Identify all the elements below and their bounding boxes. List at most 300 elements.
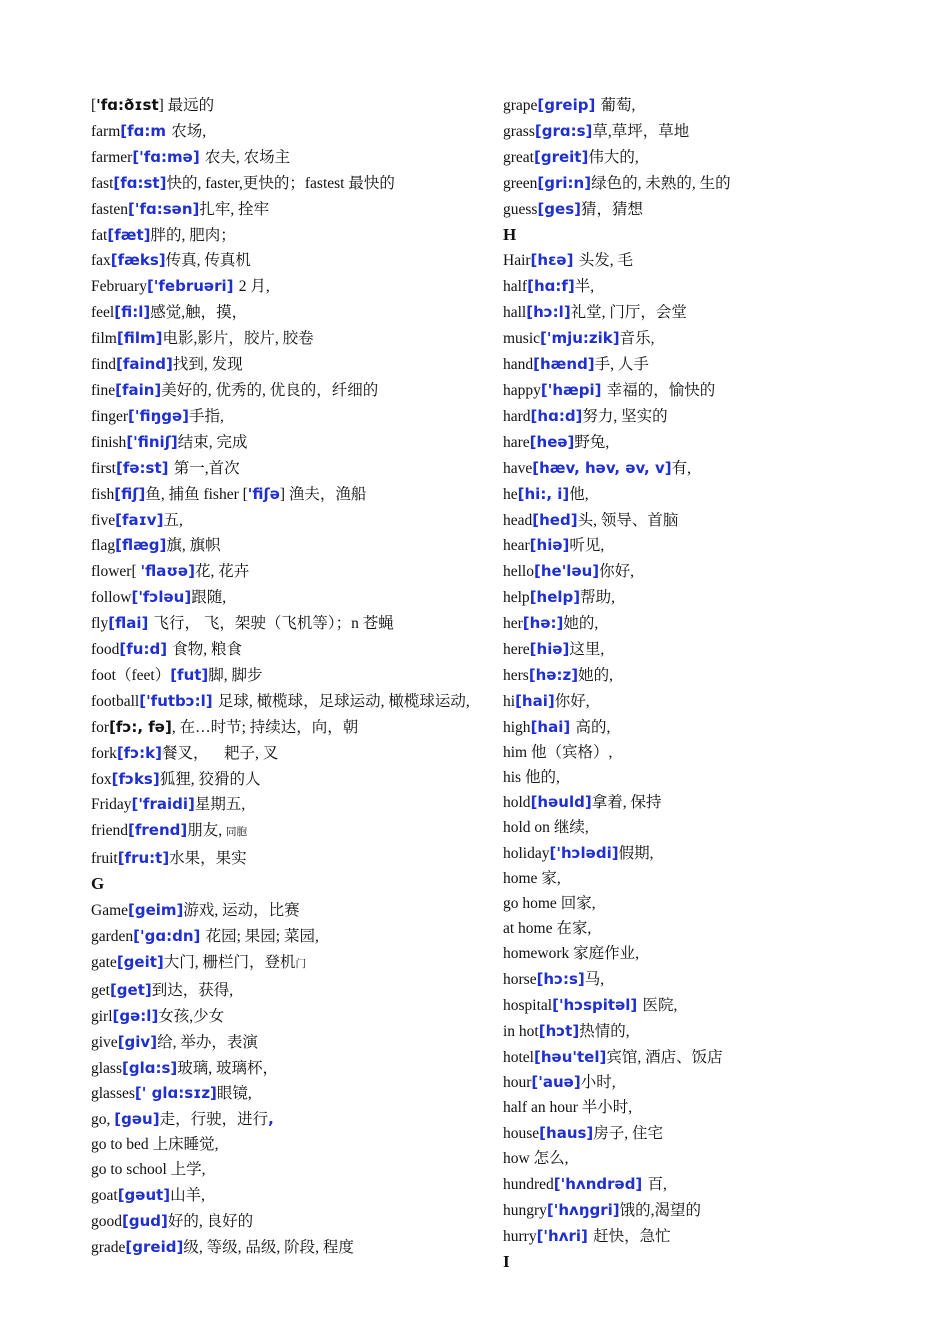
phonetic: [hɔt] <box>538 1021 580 1040</box>
phonetic: [fu:d] <box>119 640 173 659</box>
definition: 脚, 脚步 <box>208 666 263 684</box>
headword: gate <box>91 953 117 971</box>
phonetic: [həuld] <box>530 793 592 812</box>
phonetic: [glɑ:s] <box>122 1058 178 1077</box>
phonetic: [he'ləu] <box>534 562 600 581</box>
headword: feel <box>91 304 115 322</box>
headword: find <box>91 356 116 374</box>
headword: goat <box>91 1187 118 1205</box>
vocab-entry <box>91 326 476 352</box>
definition: 他（宾格）, <box>531 743 613 761</box>
headword: five <box>91 511 116 529</box>
headword: his <box>503 768 525 786</box>
headword: get <box>91 981 110 999</box>
vocab-entry <box>503 482 903 508</box>
vocab-entry <box>503 1147 903 1172</box>
vocab-entry <box>503 637 903 663</box>
headword: flower <box>91 563 132 581</box>
headword: food <box>91 641 120 659</box>
vocab-entry <box>503 816 903 841</box>
vocab-entry <box>91 1030 476 1056</box>
definition: 水果，果实 <box>169 850 247 868</box>
section-letter: I <box>503 1251 510 1271</box>
definition-small: 门 <box>295 958 307 970</box>
vocab-entry <box>503 1224 903 1250</box>
vocab-entry <box>503 274 903 300</box>
headword: hers <box>503 666 529 684</box>
definition: 小时, <box>580 1074 616 1092</box>
definition-small: 同胞 <box>226 827 248 839</box>
phonetic: [hɔ:l] <box>526 303 571 322</box>
vocab-entry <box>91 1004 476 1030</box>
vocab-entry <box>91 508 476 534</box>
phonetic: [hæv, həv, əv, v] <box>532 458 672 477</box>
vocab-entry <box>91 1107 476 1133</box>
phonetic: [fɑ:m <box>120 121 172 140</box>
headword: fish <box>91 485 115 503</box>
phonetic: ['hʌri] <box>536 1226 594 1245</box>
vocab-entry <box>91 404 476 430</box>
headword: music <box>503 330 541 348</box>
definition: 餐叉， 耙子, 叉 <box>161 744 279 762</box>
headword: here <box>503 641 530 659</box>
phonetic: ['hɔlədi] <box>549 844 619 863</box>
definition: 旗, 旗帜 <box>166 537 221 555</box>
vocab-entry <box>91 119 476 145</box>
headword: flag <box>91 537 116 555</box>
phonetic: [heə] <box>529 432 575 451</box>
definition: 山羊, <box>170 1187 206 1205</box>
definition: 拿着, 保持 <box>591 794 662 812</box>
headword: farm <box>91 122 121 140</box>
phonetic: [ges] <box>537 199 582 218</box>
phonetic: [geit] <box>116 952 164 971</box>
headword: hard <box>503 407 531 425</box>
headword: Hair <box>503 252 531 270</box>
headword: holiday <box>503 845 550 863</box>
phonetic: [hiə] <box>529 640 570 659</box>
headword: fruit <box>91 850 118 868</box>
vocab-entry <box>91 300 476 326</box>
headword: fox <box>91 770 112 788</box>
headword: farmer <box>91 148 133 166</box>
definition: ] 最远的 <box>158 97 215 114</box>
definition: 玻璃, 玻璃杯， <box>177 1059 279 1077</box>
vocab-entry <box>91 950 476 978</box>
phonetic: [fru:t] <box>117 849 170 868</box>
phonetic: [get] <box>109 980 152 999</box>
phonetic: [flai] <box>108 614 154 633</box>
definition: 上学, <box>170 1161 206 1179</box>
vocab-entry <box>91 637 476 663</box>
vocab-entry <box>503 766 903 791</box>
headword: fork <box>91 744 117 762</box>
definition: 女孩,少女 <box>158 1007 225 1025</box>
vocab-entry <box>503 145 903 171</box>
phonetic: [grɑ:s] <box>534 121 593 140</box>
vocab-entry <box>91 197 476 223</box>
phonetic: [gud] <box>122 1211 168 1230</box>
definition: 医院, <box>642 996 678 1014</box>
vocab-entry <box>91 1081 476 1107</box>
phonetic: ['futbɔ:l] <box>139 691 218 710</box>
definition: 高的, <box>575 718 611 736</box>
left-column <box>91 93 476 1261</box>
headword: half <box>503 278 528 296</box>
headword: hour <box>503 1074 532 1092</box>
phonetic: [gri:n] <box>537 173 592 192</box>
vocab-entry <box>503 841 903 867</box>
vocab-entry <box>91 145 476 171</box>
phonetic: [hɛə] <box>530 251 579 270</box>
headword: hare <box>503 433 530 451</box>
definition: 到达，获得, <box>151 981 234 999</box>
definition: 花, 花卉 <box>194 563 250 581</box>
headword: hotel <box>503 1048 534 1066</box>
phonetic: , <box>268 1110 274 1129</box>
phonetic: 'flaʊə] <box>140 562 195 581</box>
definition: 手, 人手 <box>594 356 649 374</box>
vocab-entry <box>91 611 476 637</box>
vocab-entry <box>503 1045 903 1071</box>
phonetic: [fæks] <box>110 251 166 270</box>
phonetic: [hed] <box>532 510 578 529</box>
vocab-entry <box>91 1183 476 1209</box>
right-column <box>503 93 903 1276</box>
phonetic: [həu'tel] <box>534 1047 607 1066</box>
headword: friend <box>91 822 129 840</box>
section-letter-heading <box>91 872 476 898</box>
vocab-entry <box>503 1019 903 1045</box>
definition: 级, 等级, 品级, 阶段, 程度 <box>183 1238 354 1256</box>
definition: 猜，猜想 <box>581 200 644 218</box>
definition: 这里, <box>569 641 605 659</box>
phonetic: [flæg] <box>115 536 167 555</box>
headword: how <box>503 1150 534 1168</box>
phonetic: [fiʃ] <box>114 484 146 503</box>
vocab-entry <box>503 1172 903 1198</box>
headword: go, <box>91 1111 115 1129</box>
vocab-entry <box>503 300 903 326</box>
headword: finger <box>91 407 129 425</box>
definition: 房子, 住宅 <box>593 1125 664 1143</box>
vocab-entry <box>503 942 903 967</box>
phonetic: [gə:l] <box>112 1006 159 1025</box>
headword: finish <box>91 433 127 451</box>
vocab-entry <box>91 898 476 924</box>
definition: 头发, 毛 <box>578 252 633 270</box>
definition: 有, <box>671 459 691 477</box>
definition: 好的, 良好的 <box>167 1212 254 1230</box>
headword: her <box>503 615 523 633</box>
phonetic: [hə:z] <box>528 665 579 684</box>
headword: fly <box>91 615 109 633</box>
definition: 他, <box>569 485 589 503</box>
vocab-entry <box>91 378 476 404</box>
vocab-entry <box>503 790 903 816</box>
section-letter-heading <box>503 1250 903 1276</box>
vocab-entry <box>503 93 903 119</box>
vocab-entry <box>91 792 476 818</box>
headword: hungry <box>503 1201 547 1219</box>
vocab-entry <box>503 508 903 534</box>
headword: football <box>91 692 140 710</box>
vocab-entry <box>503 663 903 689</box>
definition: 在家, <box>556 920 592 937</box>
vocab-entry <box>91 274 476 300</box>
vocab-entry <box>91 663 476 689</box>
vocab-entry <box>91 223 476 249</box>
definition: 大门, 栅栏门，登机 <box>163 953 296 971</box>
headword: hear <box>503 537 530 555</box>
phonetic: ['fɑ:mə] <box>132 147 205 166</box>
headword: grass <box>503 122 535 140</box>
headword: he <box>503 485 518 503</box>
vocab-entry <box>503 119 903 145</box>
vocab-entry <box>503 689 903 715</box>
headword: head <box>503 511 533 529</box>
headword: fat <box>91 226 108 244</box>
definition: 回家, <box>560 895 596 913</box>
phonetic: ['gɑ:dn] <box>133 927 206 945</box>
vocab-entry <box>503 867 903 892</box>
headword: hurry <box>503 1227 537 1245</box>
headword: Friday <box>91 796 132 814</box>
vocab-entry <box>91 248 476 274</box>
headword: in hot <box>503 1022 539 1040</box>
vocab-entry <box>91 767 476 793</box>
definition: 头, 领导、首脑 <box>577 511 679 529</box>
phonetic: [hɔ:s] <box>536 969 585 988</box>
phonetic: [frend] <box>128 821 188 840</box>
headword: fine <box>91 381 116 399</box>
vocab-entry <box>503 611 903 637</box>
phonetic: [hɑ:d] <box>530 406 583 425</box>
definition: 感觉,触，摸， <box>150 304 248 322</box>
headword: hundred <box>503 1176 554 1194</box>
vocab-entry <box>503 533 903 559</box>
headword: girl <box>91 1007 113 1025</box>
phonetic: [fain] <box>115 380 162 399</box>
vocab-entry <box>503 378 903 404</box>
vocab-entry <box>503 741 903 766</box>
vocab-entry <box>503 326 903 352</box>
headword: glasses <box>91 1085 135 1103</box>
definition: 眼镜, <box>216 1085 252 1103</box>
vocab-entry <box>91 715 476 741</box>
vocab-entry <box>91 352 476 378</box>
definition: 葡萄, <box>600 97 636 114</box>
headword: fasten <box>91 200 129 218</box>
headword: foot（feet） <box>91 666 171 684</box>
phonetic: [gəut] <box>117 1186 171 1205</box>
phonetic: ['fiŋgə] <box>128 406 190 425</box>
phonetic: [fɔ:, fə] <box>109 717 172 736</box>
vocab-entry <box>503 1121 903 1147</box>
definition: 快的, faster,更快的；fastest 最快的 <box>166 174 395 192</box>
definition: 2 月, <box>238 278 270 296</box>
definition: , 在…时节; 持续达，向，朝 <box>171 718 359 736</box>
vocab-entry <box>503 197 903 223</box>
phonetic: [greip] <box>537 96 601 114</box>
definition: 农场, <box>171 122 207 140</box>
headword: grape <box>503 97 538 114</box>
phonetic: ['auə] <box>531 1073 581 1092</box>
phonetic: ['mju:zik] <box>540 329 620 348</box>
headword: glass <box>91 1059 122 1077</box>
vocab-entry <box>503 456 903 482</box>
headword: him <box>503 743 531 761</box>
definition: 游戏, 运动，比赛 <box>183 902 300 920</box>
headword: fast <box>91 174 114 192</box>
headword: first <box>91 459 116 477</box>
phonetic: [fi:l] <box>114 303 151 322</box>
phonetic: [hə:] <box>522 614 564 633</box>
definition: 宾馆, 酒店、饭店 <box>606 1048 723 1066</box>
headword: hi <box>503 692 516 710</box>
vocab-entry <box>503 559 903 585</box>
definition: 她的, <box>578 666 614 684</box>
vocab-entry <box>503 352 903 378</box>
headword: half an hour <box>503 1099 582 1117</box>
vocab-entry <box>503 1070 903 1096</box>
vocab-entry <box>91 1209 476 1235</box>
definition: 上床睡觉, <box>152 1136 219 1154</box>
vocab-entry <box>91 171 476 197</box>
vocab-entry <box>91 482 476 508</box>
vocab-entry <box>91 456 476 482</box>
phonetic: [greit] <box>533 147 589 166</box>
headword: hall <box>503 304 527 322</box>
phonetic: 'fɑ:ðɪst <box>96 96 159 114</box>
definition: 足球, 橄榄球，足球运动, 橄榄球运动, <box>217 692 470 710</box>
vocab-entry <box>503 967 903 993</box>
vocab-entry <box>503 715 903 741</box>
headword: home <box>503 870 542 888</box>
definition: 继续, <box>553 819 589 837</box>
definition: 家庭作业, <box>573 944 640 962</box>
phonetic: [help] <box>529 588 581 607</box>
definition: 怎么, <box>533 1150 569 1168</box>
phonetic: [geim] <box>128 901 184 920</box>
vocab-entry <box>91 846 476 872</box>
definition: 百, <box>647 1176 667 1194</box>
vocab-entry <box>503 430 903 456</box>
definition: 音乐, <box>619 330 655 348</box>
definition: 半, <box>574 278 595 296</box>
definition: 草,草坪，草地 <box>592 122 690 140</box>
phonetic: [hiə] <box>529 536 570 555</box>
headword: horse <box>503 970 537 988</box>
phonetic: [film] <box>116 329 163 348</box>
definition: 你好, <box>554 692 590 710</box>
headword: garden <box>91 928 134 945</box>
headword: hold on <box>503 819 554 837</box>
phonetic: [fə:st] <box>115 458 174 477</box>
definition: 伟大的, <box>588 148 639 166</box>
phonetic: ['hæpi] <box>540 380 607 399</box>
vocab-entry <box>91 978 476 1004</box>
definition: [ <box>131 563 141 581</box>
headword: high <box>503 718 531 736</box>
definition: 饿的,渴望的 <box>619 1201 702 1219</box>
headword: go to school <box>91 1161 171 1179</box>
headword: go home <box>503 895 561 913</box>
headword: February <box>91 278 147 296</box>
phonetic: ['hʌŋgri] <box>546 1200 620 1219</box>
vocab-entry <box>503 248 903 274</box>
vocab-entry <box>503 404 903 430</box>
headword: homework <box>503 944 574 962</box>
phonetic: [hɑ:f] <box>527 277 575 296</box>
definition: 农夫, 农场主 <box>204 148 291 166</box>
headword: guess <box>503 200 538 218</box>
vocab-entry <box>503 1096 903 1121</box>
definition: 电影,影片，胶片, 胶卷 <box>162 330 314 348</box>
phonetic: [fut] <box>170 665 209 684</box>
phonetic: ['februəri] <box>146 277 239 296</box>
definition: 鱼, 捕鱼 fisher [ <box>145 485 248 503</box>
definition: 赶快，急忙 <box>593 1227 671 1245</box>
phonetic: [faɪv] <box>115 510 164 529</box>
headword: grade <box>91 1238 126 1256</box>
definition: 热情的, <box>579 1022 630 1040</box>
phonetic: ['fɑ:sən] <box>128 199 200 218</box>
phonetic: [fɔks] <box>111 769 160 788</box>
definition: 结束, 完成 <box>177 433 248 451</box>
section-letter: H <box>503 224 517 244</box>
headword: help <box>503 589 530 607</box>
definition: 礼堂, 门厅，会堂 <box>570 304 687 322</box>
headword: at home <box>503 920 557 937</box>
headword: great <box>503 148 534 166</box>
definition: 五, <box>163 511 183 529</box>
section-letter: G <box>91 874 105 894</box>
definition: 食物, 粮食 <box>172 641 243 659</box>
headword: hold <box>503 794 531 812</box>
phonetic: ['hʌndrəd] <box>553 1175 648 1194</box>
phonetic: [greid] <box>125 1237 184 1256</box>
headword: good <box>91 1212 122 1230</box>
vocab-entry <box>91 741 476 767</box>
phonetic: ['finiʃ] <box>126 432 178 451</box>
definition: 飞行， 飞，架驶（飞机等）；n 苍蝇 <box>153 615 394 633</box>
vocab-entry <box>91 818 476 846</box>
headword: happy <box>503 381 541 399</box>
phonetic: [hai] <box>530 717 576 736</box>
vocab-entry <box>91 1056 476 1082</box>
section-letter-heading <box>503 223 903 249</box>
headword: follow <box>91 589 132 607</box>
phonetic: [gəu] <box>114 1110 160 1129</box>
definition: 找到, 发现 <box>172 356 243 374</box>
phonetic: [fɔ:k] <box>116 743 162 762</box>
phonetic: [hænd] <box>533 355 595 374</box>
definition: 努力, 坚实的 <box>582 407 668 425</box>
definition: 给, 举办，表演 <box>157 1033 258 1051</box>
vocab-entry <box>91 585 476 611</box>
definition: 你好, <box>599 563 635 581</box>
headword: house <box>503 1125 540 1143</box>
headword: film <box>91 330 117 348</box>
phonetic: ['fɔləu] <box>131 588 192 607</box>
headword: hand <box>503 356 534 374</box>
headword: Game <box>91 902 129 920</box>
definition: 花园; 果园; 菜园, <box>205 928 319 945</box>
phonetic: [fɑ:st] <box>113 173 167 192</box>
definition: 绿色的, 未熟的, 生的 <box>591 174 731 192</box>
vocab-entry <box>503 993 903 1019</box>
